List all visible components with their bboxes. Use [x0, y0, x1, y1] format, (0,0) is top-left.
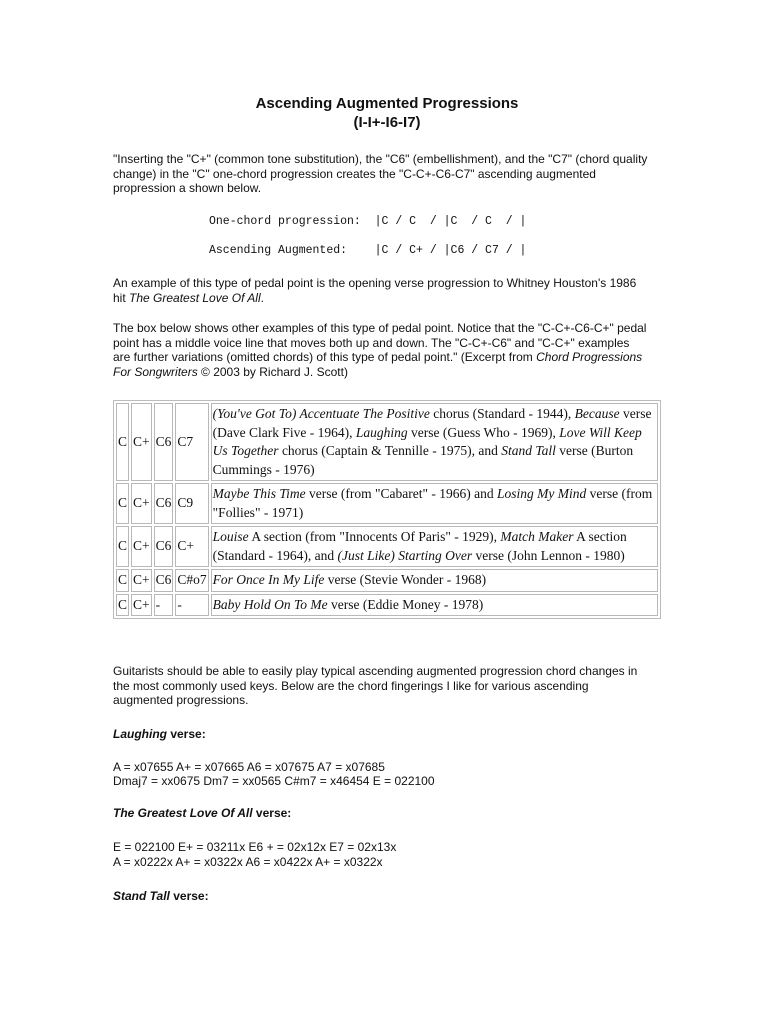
chord-cell: C+ — [131, 594, 152, 617]
song-info: A section (Standard - 1964), and — [212, 529, 627, 563]
song-info: verse (Dave Clark Five - 1964), — [212, 406, 652, 440]
chord-cell: C#o7 — [175, 569, 208, 592]
songs-cell — [211, 569, 658, 592]
song-title: Match Maker — [500, 529, 574, 544]
stand-tall-heading — [113, 889, 209, 903]
chord-cell: C — [116, 483, 129, 524]
chord-cell: C6 — [154, 483, 174, 524]
greatest-suffix: verse: — [252, 806, 292, 820]
examples-table — [113, 400, 661, 619]
example-text: An example of this type of pedal point is the opening verse progression to Whitney Houston's 1986 hit — [113, 276, 637, 305]
greatest-heading — [113, 806, 291, 820]
song-info: verse (Guess Who - 1969), — [407, 424, 560, 440]
songs-cell — [211, 594, 658, 617]
song-info: chorus (Standard - 1944), — [429, 406, 575, 421]
song-info: verse (Stevie Wonder - 1968) — [324, 572, 487, 587]
copyright-text: © 2003 by Richard J. Scott) — [197, 364, 348, 379]
chord-cell: C — [116, 569, 129, 592]
song-title: Losing My Mind — [497, 486, 587, 501]
ascending-augmented-progression: Ascending Augmented: |C / C+ / |C6 / C7 / | — [209, 244, 527, 257]
laughing-suffix: verse: — [167, 727, 206, 741]
chord-cell: - — [175, 594, 208, 617]
song-info: chorus (Captain & Tennille - 1975), and — [278, 443, 502, 458]
laughing-fingerings-1: A = x07655 A+ = x07665 A6 = x07675 A7 = x07685 — [113, 760, 385, 774]
songs-cell — [211, 526, 658, 567]
example-end: . — [260, 290, 264, 305]
song-title: Stand Tall — [501, 443, 556, 458]
chord-cell: C+ — [131, 569, 152, 592]
box-intro-text: The box below shows other examples of this type of pedal point. Notice that the "C-C+-C6-C+" pedal point has a middle voice line that moves both up and down. The "C-C+-C6" and "C-C+" examples are further variations (omitted chords) of this type of pedal point." (Excerpt from — [113, 321, 647, 364]
stand-tall-title: Stand Tall — [113, 889, 170, 903]
table-row — [116, 594, 658, 617]
song-info: verse (Eddie Money - 1978) — [327, 596, 484, 612]
laughing-heading — [113, 727, 206, 741]
chord-cell: C6 — [154, 403, 174, 481]
intro-paragraph: "Inserting the "C+" (common tone substitution), the "C6" (embellishment), and the "C7" (chord quality change) in the "C" one-chord progression creates the "C-C+-C6-C7" ascending augmented propression a shown below. — [113, 152, 648, 195]
song-info: verse (from "Follies" - 1971) — [212, 486, 653, 520]
song-title: (You've Got To) Accentuate The Positive — [212, 406, 430, 421]
stand-tall-suffix: verse: — [169, 889, 209, 903]
laughing-fingerings-2: Dmaj7 = xx0675 Dm7 = xx0565 C#m7 = x46454 E = 022100 — [113, 774, 435, 788]
guitar-paragraph: Guitarists should be able to easily play typical ascending augmented progression chord changes in the most commonly used keys. Below are the chord fingerings I like for various ascending augmented progressions. — [113, 664, 638, 707]
chord-cell: C+ — [131, 526, 152, 567]
example-paragraph — [113, 276, 648, 305]
chord-cell: - — [154, 594, 174, 617]
chord-cell: C+ — [131, 483, 152, 524]
song-info: verse (from "Cabaret" - 1966) and — [305, 486, 497, 501]
greatest-fingerings-1: E = 022100 E+ = 03211x E6 + = 02x12x E7 = 02x13x — [113, 840, 397, 854]
song-title: For Once In My Life — [212, 572, 325, 587]
song-title: Baby Hold On To Me — [212, 596, 328, 612]
example-song-title: The Greatest Love Of All — [129, 290, 261, 305]
song-info: verse (Burton Cummings - 1976) — [212, 443, 634, 477]
page-title — [113, 94, 661, 132]
laughing-title: Laughing — [113, 727, 167, 741]
table-row — [116, 569, 658, 592]
chord-cell: C — [116, 526, 129, 567]
chord-cell: C — [116, 594, 129, 617]
chord-cell: C+ — [175, 526, 208, 567]
book-title: Chord Progressions For Songwriters — [113, 350, 643, 379]
song-title: Maybe This Time — [212, 486, 306, 501]
chord-cell: C9 — [175, 483, 208, 524]
song-title: Love Will Keep Us Together — [212, 424, 642, 458]
chord-cell: C6 — [154, 569, 174, 592]
chord-cell: C — [116, 403, 129, 481]
chord-cell: C+ — [131, 403, 152, 481]
song-title: Louise — [212, 529, 249, 544]
one-chord-progression: One-chord progression: |C / C / |C / C / | — [209, 215, 527, 228]
song-info: verse (John Lennon - 1980) — [472, 547, 625, 563]
table-row — [116, 403, 658, 481]
chord-cell: C7 — [175, 403, 208, 481]
song-title: Because — [574, 406, 620, 421]
title-line-1: Ascending Augmented Progressions — [255, 95, 519, 112]
table-row — [116, 483, 658, 524]
title-line-2: (I-I+-I6-I7) — [353, 114, 421, 131]
songs-cell — [211, 483, 658, 524]
song-title: Laughing — [355, 424, 408, 440]
song-title: (Just Like) Starting Over — [337, 547, 473, 563]
chord-cell: C6 — [154, 526, 174, 567]
greatest-fingerings-2: A = x0222x A+ = x0322x A6 = x0422x A+ = x0322x — [113, 855, 383, 869]
greatest-title: The Greatest Love Of All — [113, 806, 253, 820]
table-row — [116, 526, 658, 567]
song-info: A section (from "Innocents Of Paris" - 1929), — [248, 529, 501, 544]
box-intro-paragraph — [113, 321, 648, 379]
songs-cell — [211, 403, 658, 481]
